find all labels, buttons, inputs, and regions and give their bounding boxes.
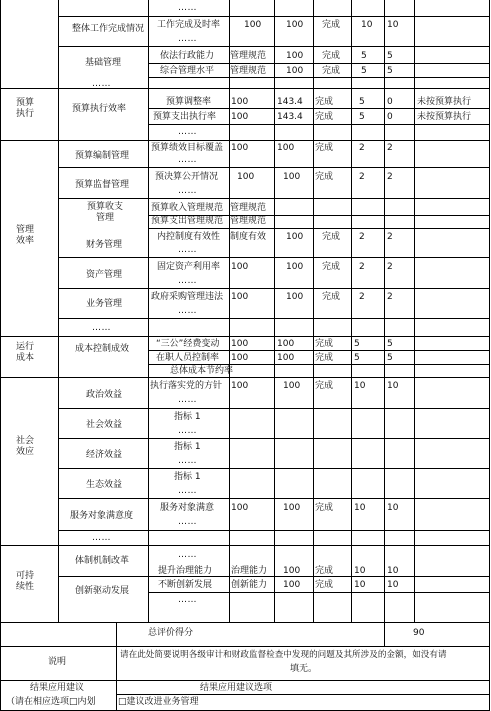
grid-line <box>0 646 490 647</box>
status: 完成 <box>315 172 334 182</box>
ellipsis-row: …… <box>92 533 111 543</box>
grid-line <box>116 622 117 711</box>
ellipsis-row: …… <box>178 276 197 286</box>
score: 5 <box>387 339 393 349</box>
actual-value: 100 <box>277 143 295 153</box>
actual-value: 100 <box>283 566 301 576</box>
grid-line <box>58 438 490 439</box>
indicator-level2: 资产管理 <box>86 270 123 280</box>
score: 2 <box>387 172 393 182</box>
grid-line <box>0 140 490 141</box>
weight: 5 <box>354 353 360 363</box>
indicator-level3: 执行落实党的方针 <box>150 381 223 391</box>
score: 10 <box>387 20 399 30</box>
table-border-left <box>0 0 1 711</box>
grid-line <box>58 167 490 168</box>
ellipsis-row: …… <box>178 486 197 496</box>
indicator-level3: 指标 1 <box>174 442 201 452</box>
weight: 5 <box>359 97 365 107</box>
remark: 未按预算执行 <box>417 112 472 122</box>
grid-line <box>58 576 490 577</box>
grid-line <box>58 498 490 499</box>
status: 完成 <box>322 262 341 272</box>
indicator-level3: “三公”经费变动 <box>156 339 220 349</box>
grid-line <box>0 88 490 89</box>
indicator-level2: 预算执行效率 <box>72 104 127 114</box>
grid-line <box>0 377 490 378</box>
ellipsis-row: …… <box>178 306 197 316</box>
actual-value: 143.4 <box>277 112 303 122</box>
indicator-level2: 经济效益 <box>86 450 123 460</box>
grid-line <box>148 63 490 64</box>
score: 2 <box>387 232 393 242</box>
target-value: 创新能力 <box>231 580 268 590</box>
grid-line <box>148 108 490 109</box>
ellipsis-row: …… <box>178 245 197 255</box>
indicator-level3: 预算调整率 <box>166 97 212 107</box>
indicator-level1: 可持续性 <box>16 571 35 592</box>
target-value: 制度有效 <box>230 232 267 242</box>
ellipsis-row: …… <box>178 550 197 560</box>
grid-line <box>229 0 230 622</box>
grid-line <box>313 0 314 622</box>
target-value: 100 <box>231 503 249 513</box>
score: 10 <box>387 580 399 590</box>
actual-value: 100 <box>286 292 304 302</box>
status: 完成 <box>315 353 334 363</box>
target-value: 100 <box>244 20 262 30</box>
indicator-level3: 工作完成及时率 <box>157 20 221 30</box>
target-value: 管理规范 <box>230 216 267 226</box>
grid-line <box>58 408 490 409</box>
grid-line <box>58 530 490 531</box>
result-label: 结果应用建议 <box>30 683 85 693</box>
ellipsis-row: …… <box>92 79 111 89</box>
indicator-level3: 预算绩效目标覆盖 <box>151 143 224 153</box>
target-value: 100 <box>231 262 249 272</box>
ellipsis-row: …… <box>178 3 197 13</box>
status: 完成 <box>322 51 341 61</box>
target-value: 100 <box>231 353 249 363</box>
grid-line <box>58 198 490 199</box>
indicator-level2: 预算编制管理 <box>75 151 130 161</box>
grid-line <box>116 694 490 695</box>
table-border-right <box>489 0 490 711</box>
score: 0 <box>387 112 393 122</box>
indicator-level2: 生态效益 <box>86 480 123 490</box>
actual-value: 100 <box>277 353 295 363</box>
actual-value: 100 <box>286 51 304 61</box>
indicator-level2: 业务管理 <box>86 299 123 309</box>
indicator-level1: 运行成本 <box>16 342 35 363</box>
total-score-value: 90 <box>413 628 425 638</box>
indicator-level2: 预算收支管理 <box>86 202 123 223</box>
score: 5 <box>387 353 393 363</box>
actual-value: 100 <box>286 262 304 272</box>
indicator-level2: 社会效益 <box>86 420 123 430</box>
status: 完成 <box>315 503 334 513</box>
indicator-level3: 指标 1 <box>174 412 201 422</box>
weight: 2 <box>359 292 365 302</box>
indicator-level2: 成本控制成效 <box>75 344 130 354</box>
ellipsis-row: …… <box>178 426 197 436</box>
grid-line <box>0 336 490 337</box>
weight: 5 <box>354 339 360 349</box>
result-label-cont: （请在相应选项□内划 <box>6 697 96 707</box>
indicator-level3: 预算支出管理规范 <box>151 216 224 226</box>
grid-line <box>58 0 59 622</box>
score: 5 <box>387 66 393 76</box>
grid-line <box>148 592 490 593</box>
grid-line <box>58 468 490 469</box>
indicator-level3: 综合管理水平 <box>160 66 215 76</box>
score: 10 <box>387 566 399 576</box>
score: 10 <box>387 503 399 513</box>
indicator-level2: 财务管理 <box>86 240 123 250</box>
status: 完成 <box>322 20 341 30</box>
indicator-level3: 提升治理能力 <box>158 566 213 576</box>
grid-line <box>148 350 490 351</box>
indicator-level3: 预算收入管理规范 <box>151 203 224 213</box>
score: 10 <box>387 381 399 391</box>
grid-line <box>274 0 275 622</box>
remark: 未按预算执行 <box>417 97 472 107</box>
ellipsis-row: …… <box>178 34 197 44</box>
indicator-level3: 服务对象满意 <box>160 503 215 513</box>
target-value: 管理规范 <box>230 203 267 213</box>
grid-line <box>58 288 490 289</box>
grid-line <box>351 0 352 622</box>
actual-value: 100 <box>277 339 295 349</box>
status: 完成 <box>322 66 341 76</box>
actual-value: 143.4 <box>277 97 303 107</box>
actual-value: 100 <box>286 232 304 242</box>
grid-line <box>414 0 415 622</box>
grid-line <box>148 364 490 365</box>
ellipsis-row: …… <box>178 456 197 466</box>
status: 完成 <box>315 580 334 590</box>
actual-value: 100 <box>286 20 304 30</box>
weight: 2 <box>359 172 365 182</box>
target-value: 管理规范 <box>230 66 267 76</box>
score: 5 <box>387 51 393 61</box>
target-value: 100 <box>231 339 249 349</box>
total-score-label: 总评价得分 <box>148 628 194 638</box>
actual-value: 100 <box>283 172 301 182</box>
description-text-cont: 填无。 <box>290 664 318 674</box>
target-value: 100 <box>231 292 249 302</box>
grid-line <box>148 77 490 78</box>
actual-value: 100 <box>286 66 304 76</box>
indicator-level3: 预算支出执行率 <box>153 112 217 122</box>
indicator-level2: 基础管理 <box>85 58 122 68</box>
grid-line <box>148 0 149 622</box>
grid-line <box>58 318 490 319</box>
target-value: 治理能力 <box>231 566 268 576</box>
status: 完成 <box>322 292 341 302</box>
weight: 2 <box>359 262 365 272</box>
weight: 10 <box>354 503 366 513</box>
indicator-level3: 预决算公开情况 <box>155 172 219 182</box>
target-value: 100 <box>231 381 249 391</box>
target-value: 100 <box>231 97 249 107</box>
target-value: 100 <box>237 172 255 182</box>
ellipsis-row: …… <box>178 186 197 196</box>
weight: 2 <box>359 232 365 242</box>
score: 2 <box>387 143 393 153</box>
weight: 5 <box>361 66 367 76</box>
grid-line <box>0 545 490 546</box>
grid-line <box>148 124 490 125</box>
description-text: 请在此处简要说明各级审计和财政监督检查中发现的问题及其所涉及的金额，如没有请 <box>120 650 447 660</box>
status: 完成 <box>315 339 334 349</box>
indicator-level2: 服务对象满意度 <box>70 511 134 521</box>
indicator-level3: 指标 1 <box>174 472 201 482</box>
indicator-level3: 在职人员控制率 <box>156 353 220 363</box>
actual-value: 100 <box>283 580 301 590</box>
actual-value: 100 <box>283 503 301 513</box>
status: 完成 <box>315 381 334 391</box>
grid-line <box>0 680 490 681</box>
ellipsis-row: …… <box>92 323 111 333</box>
weight: 10 <box>361 20 373 30</box>
indicator-level3: 内控制度有效性 <box>157 232 221 242</box>
grid-line <box>0 622 490 623</box>
grid-line <box>58 257 490 258</box>
status: 完成 <box>315 97 334 107</box>
weight: 10 <box>354 580 366 590</box>
status: 完成 <box>315 566 334 576</box>
ellipsis-row: …… <box>178 395 197 405</box>
indicator-level2: 政治效益 <box>86 390 123 400</box>
status: 完成 <box>315 143 334 153</box>
score: 0 <box>387 97 393 107</box>
indicator-level1: 管理效率 <box>16 225 35 246</box>
ellipsis-row: …… <box>178 127 197 137</box>
grid-line <box>58 16 490 17</box>
weight: 2 <box>359 143 365 153</box>
indicator-level3: 依法行政能力 <box>160 51 215 61</box>
result-options-header: 结果应用建议选项 <box>200 683 273 693</box>
indicator-level2: 体制机制改革 <box>75 556 130 566</box>
weight: 10 <box>354 566 366 576</box>
indicator-level2: 整体工作完成情况 <box>72 24 145 34</box>
grid-line <box>148 228 490 229</box>
ellipsis-row: …… <box>178 595 197 605</box>
actual-value: 100 <box>283 381 301 391</box>
indicator-level1: 社会效应 <box>16 436 35 457</box>
grid-line <box>58 46 490 47</box>
grid-line <box>384 0 385 622</box>
ellipsis-row: …… <box>178 517 197 527</box>
target-value: 100 <box>231 143 249 153</box>
status: 完成 <box>322 232 341 242</box>
indicator-level3: 政府采购管理违法 <box>151 292 224 302</box>
description-label: 说明 <box>48 657 67 667</box>
indicator-level3: 不断创新发展 <box>158 580 213 590</box>
indicator-level1: 预算执行 <box>16 98 35 119</box>
grid-line <box>384 622 385 646</box>
weight: 10 <box>354 381 366 391</box>
score: 2 <box>387 292 393 302</box>
indicator-level3: 固定资产利用率 <box>157 262 221 272</box>
target-value: 管理规范 <box>230 51 267 61</box>
score: 2 <box>387 262 393 272</box>
result-option-checkbox[interactable]: □建议改进业务管理 <box>118 697 199 707</box>
weight: 5 <box>359 112 365 122</box>
indicator-level2: 预算监督管理 <box>75 180 130 190</box>
ellipsis-row: …… <box>178 155 197 165</box>
status: 完成 <box>315 112 334 122</box>
indicator-level2: 创新驱动发展 <box>75 586 130 596</box>
target-value: 100 <box>231 112 249 122</box>
indicator-level3: 总体成本节约率 <box>170 366 234 376</box>
weight: 5 <box>361 51 367 61</box>
